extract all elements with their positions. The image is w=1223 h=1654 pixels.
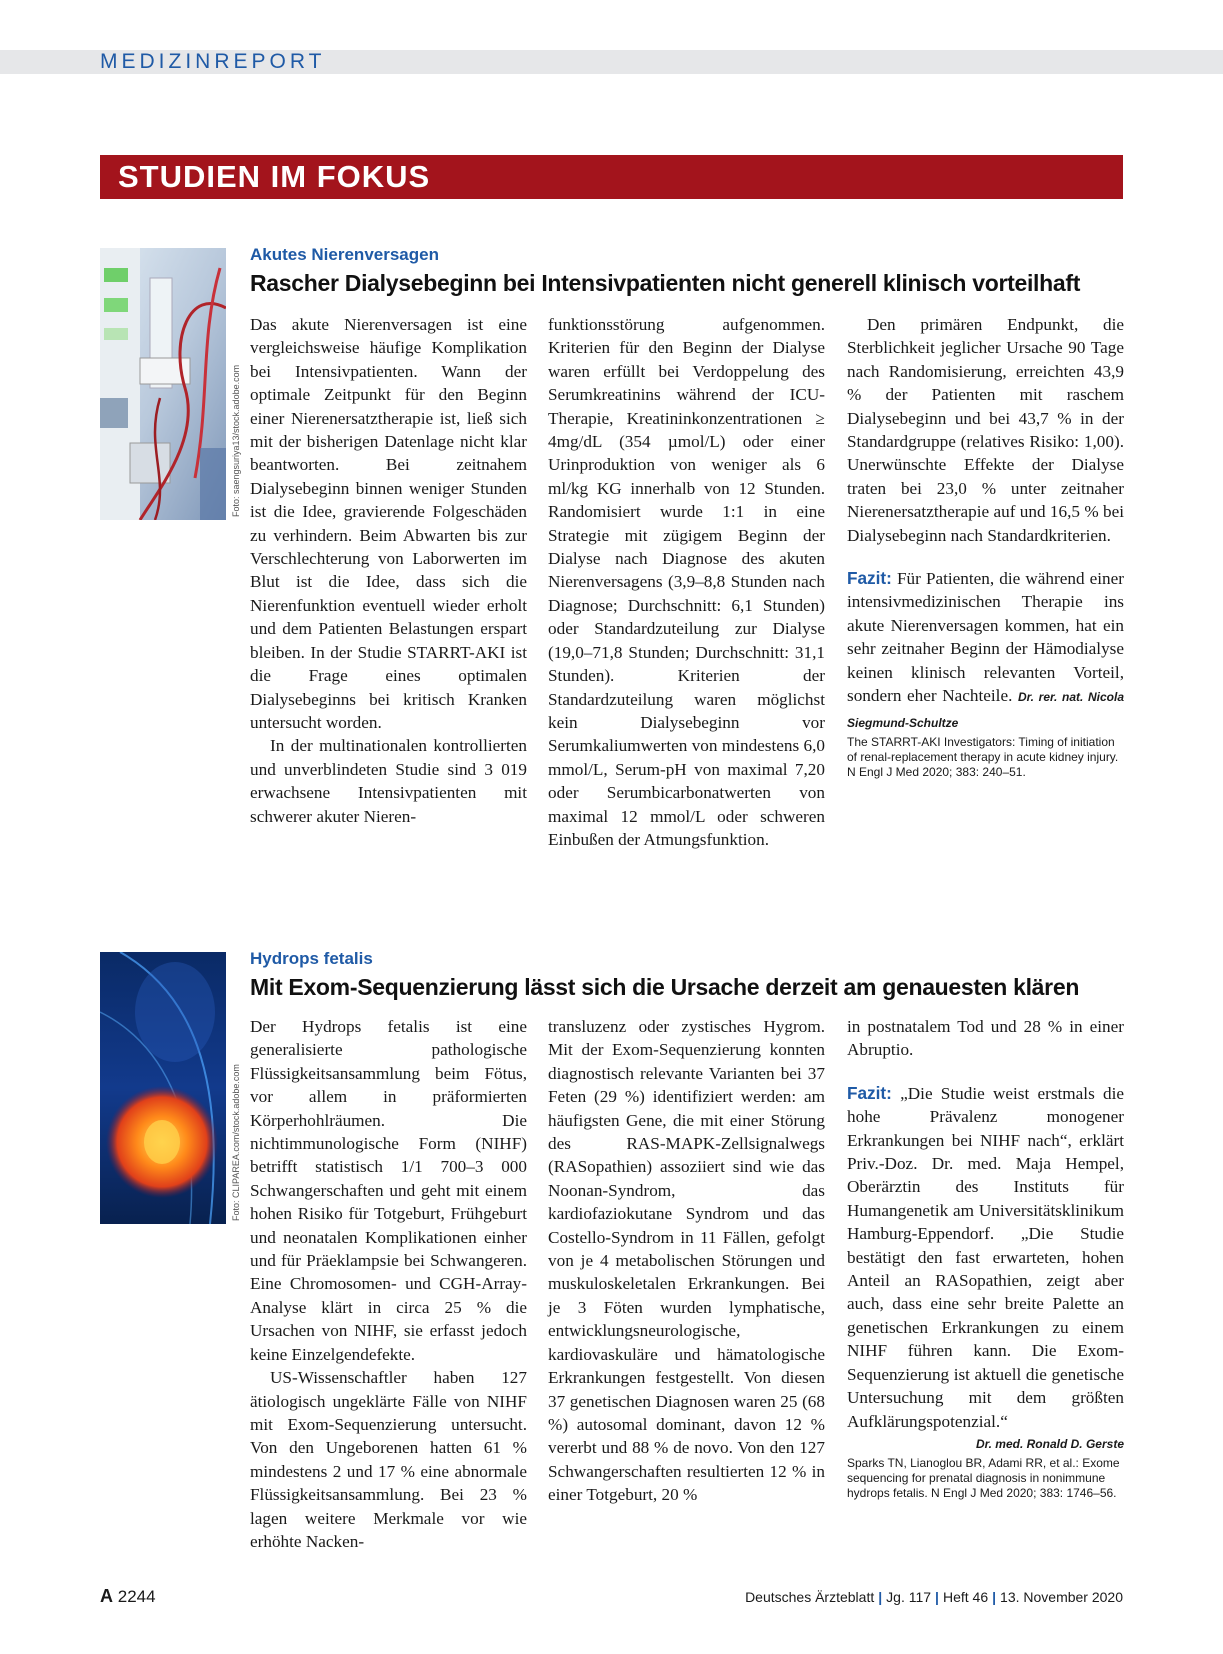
fetus-image <box>100 952 226 1224</box>
page-letter: A <box>100 1586 113 1606</box>
article1-fazit <box>847 567 1124 735</box>
article2-reference: Sparks TN, Lianoglou BR, Adami RR, et al.: Exome sequencing for prenatal diagnosis in nonimmune hydrops fetalis. N Engl J Med 2020; 383: 1746–56. <box>847 1456 1120 1501</box>
article1-column-1 <box>250 313 527 828</box>
article2-paragraph: US-Wissenschaftler haben 127 ätiologisch ungeklärte Fälle von NIHF mit Exom-Sequenzierung untersucht. Von den Ungeborenen hatten 61 % mindestens 2 und 17 % eine abnormale Flüssigkeitsansammlung. Bei 23 % lagen weitere Merkmale vor wie erhöhte Nacken- <box>250 1368 527 1551</box>
article2-author: Dr. med. Ronald D. Gerste <box>975 1436 1124 1451</box>
journal-date: 13. November 2020 <box>1000 1589 1123 1605</box>
article2-column-1 <box>250 1015 527 1553</box>
dialysis-machine-image <box>100 248 226 520</box>
article1-kicker: Akutes Nierenversagen <box>250 245 439 264</box>
article1-headline: Rascher Dialysebeginn bei Intensivpatienten nicht generell klinisch vorteilhaft <box>250 270 1081 296</box>
article2-paragraph: transluzenz oder zystisches Hygrom. Mit der Exom-Sequenzierung konnten diagnostisch relevante Varianten bei 37 Feten (29 %) identifiziert werden: am häufigsten Gene, die mit einer Störung des RAS-MAPK-Zellsignalwegs (RASopathien) assoziiert sind wie das Noonan-Syndrom, das kardiofaziokutane Syndrom und das Costello-Syndrom in 11 Fällen, gefolgt von je 4 metabolischen Störungen und muskuloskeletalen Erkrankungen. Bei je 3 Föten wurden lymphatische, entwicklungsneurologische, kardiovaskuläre und hämatologische Erkrankungen festgestellt. Von diesen 37 genetischen Diagnosen waren 25 (68 %) autosomal dominant, davon 12 % vererbt und 88 % de novo. Von den 127 Schwangerschaften resultierten 12 % in einer Totgeburt, 20 % <box>548 1017 825 1505</box>
article1-column-2 <box>548 313 825 851</box>
footer-separator: | <box>878 1589 883 1605</box>
fazit-text: „Die Studie weist erstmals die hohe Prävalenz monogener Erkrankungen bei NIHF nach“, erklärt Priv.-Doz. Dr. med. Maja Hempel, Oberärztin des Instituts für Humangenetik am Universitätsklinikum Hamburg-Eppendorf. „Die Studie bestätigt den fast erwarteten, hohen Anteil an RASopathien, zeigt aber auch, dass eine sehr breite Palette an genetischen Erkrankungen zu einem NIHF führen kann. Die Exom-Sequenzierung ist aktuell die genetische Untersuchung mit dem größten Aufklärungspotenzial.“ <box>847 1083 1125 1431</box>
dialysis-photo <box>100 248 226 520</box>
fazit-label: Fazit: <box>847 568 892 589</box>
fazit-label: Fazit: <box>847 1082 892 1103</box>
section-rubric: MEDIZINREPORT <box>100 50 326 73</box>
journal-volume: Jg. 117 <box>886 1589 932 1605</box>
photo-credit-1: Foto: saengsuriya13/stock.adobe.com <box>231 364 241 517</box>
journal-issue: Heft 46 <box>942 1589 989 1605</box>
article1-reference: The STARRT-AKI Investigators: Timing of initiation of renal-replacement therapy in acute kidney injury. N Engl J Med 2020; 383: 240–51. <box>847 734 1119 779</box>
article1-column-3 <box>847 313 1124 780</box>
footer-separator: | <box>935 1589 939 1605</box>
article2-fazit <box>847 1082 1124 1457</box>
article1-paragraph: In der multinationalen kontrollierten und unverblindeten Studie sind 3 019 erwachsene Intensivpatienten mit schwerer akuter Nieren- <box>250 736 527 826</box>
page-number <box>100 1586 156 1607</box>
article2-headline: Mit Exom-Sequenzierung lässt sich die Ursache derzeit am genauesten klären <box>250 974 1080 1000</box>
article1-paragraph: Das akute Nierenversagen ist eine vergleichsweise häufige Komplikation bei Intensivpatienten. Wann der optimale Zeitpunkt für den Beginn einer Nierenersatztherapie ist, ließ sich mit der bisherigen Datenlage nicht klar beantworten. Bei zeitnahem Dialysebeginn binnen weniger Stunden ist die Idee, gravierende Folgeschäden zu verhindern. Beim Abwarten bis zur Verschlechterung von Laborwerten im Blut ist die Idee, dass sich die Nierenfunktion eventuell wieder erholt und dem Patienten Belastungen erspart bleiben. In der Studie STARRT-AKI ist die Frage eines optimalen Dialysebeginns bei kritisch Kranken untersucht worden. <box>250 315 527 732</box>
banner-title: STUDIEN IM FOKUS <box>118 159 431 194</box>
fetus-photo <box>100 952 226 1224</box>
article2-paragraph: Der Hydrops fetalis ist eine generalisierte pathologische Flüssigkeitsansammlung beim Fötus, vor allem in präformierten Körperhohlräumen. Die nichtimmunologische Form (NIHF) betrifft statistisch 1/1 700–3 000 Schwangerschaften und geht mit einem hohen Risiko für Totgeburt, Frühgeburt und neonatalen Komplikationen einher und für Präeklampsie bei Schwangeren. Eine Chromosomen- und CGH-Array-Analyse klärt in circa 25 % die Ursachen von NIHF, sie erfasst jedoch keine Einzelgendefekte. <box>250 1017 527 1364</box>
fazit-text: Für Patienten, die während einer intensivmedizinischen Therapie ins akute Nierenversagen kommen, hat ein sehr zeitnaher Beginn der Hämodialyse keinen klinisch relevanten Vorteil, sondern eher Nachteile. <box>847 569 1124 706</box>
article2-column-3 <box>847 1015 1124 1501</box>
page-number-value: 2244 <box>117 1587 156 1606</box>
journal-footer <box>745 1589 1123 1605</box>
article2-kicker: Hydrops fetalis <box>250 949 373 968</box>
article1-paragraph: Den primären Endpunkt, die Sterblichkeit jeglicher Ursache 90 Tage nach Randomisierung, erreichten 43,9 % der Patienten mit raschem Dialysebeginn und bei 43,7 % in der Standardgruppe (relatives Risiko: 1,00). Unerwünschte Effekte der Dialyse traten bei 23,0 % unter zeitnaher Nierenersatztherapie auf und 16,5 % bei Dialysebeginn nach Standardkriterien. <box>847 315 1124 545</box>
article1-author: Dr. rer. nat. Nicola Siegmund-Schultze <box>847 690 1125 730</box>
article2-column-2 <box>548 1015 825 1507</box>
article1-paragraph: funktionsstörung aufgenommen. Kriterien für den Beginn der Dialyse waren erfüllt bei Verdoppelung des Serumkreatinins während der ICU-Therapie, Kreatininkonzentrationen ≥ 4mg/dL (354 µmol/L) oder einer Urinproduktion von weniger als 6 ml/kg KG innerhalb von 12 Stunden. Randomisiert wurde 1:1 in eine Strategie mit zügigem Beginn der Dialyse nach Diagnose des akuten Nierenversagens (3,9–8,8 Stunden nach Diagnose; Durchschnitt: 6,1 Stunden) oder Standardzuteilung zur Dialyse (19,0–71,8 Stunden; Durchschnitt: 31,1 Stunden). Kriterien der Standardzuteilung waren möglichst kein Dialysebeginn vor Serumkaliumwerten von mindestens 6,0 mmol/L, Serum-pH von maximal 7,20 oder Serumbicarbonatwerten von maximal 12 mmol/L oder schweren Einbußen der Atmungsfunktion. <box>548 315 825 849</box>
footer-separator: | <box>992 1589 997 1605</box>
journal-name: Deutsches Ärzteblatt <box>745 1589 875 1605</box>
article2-paragraph: in postnatalem Tod und 28 % in einer Abruptio. <box>847 1017 1124 1060</box>
photo-credit-2: Foto: CLIPAREA.com/stock.adobe.com <box>231 1064 241 1221</box>
section-banner <box>100 155 1123 199</box>
